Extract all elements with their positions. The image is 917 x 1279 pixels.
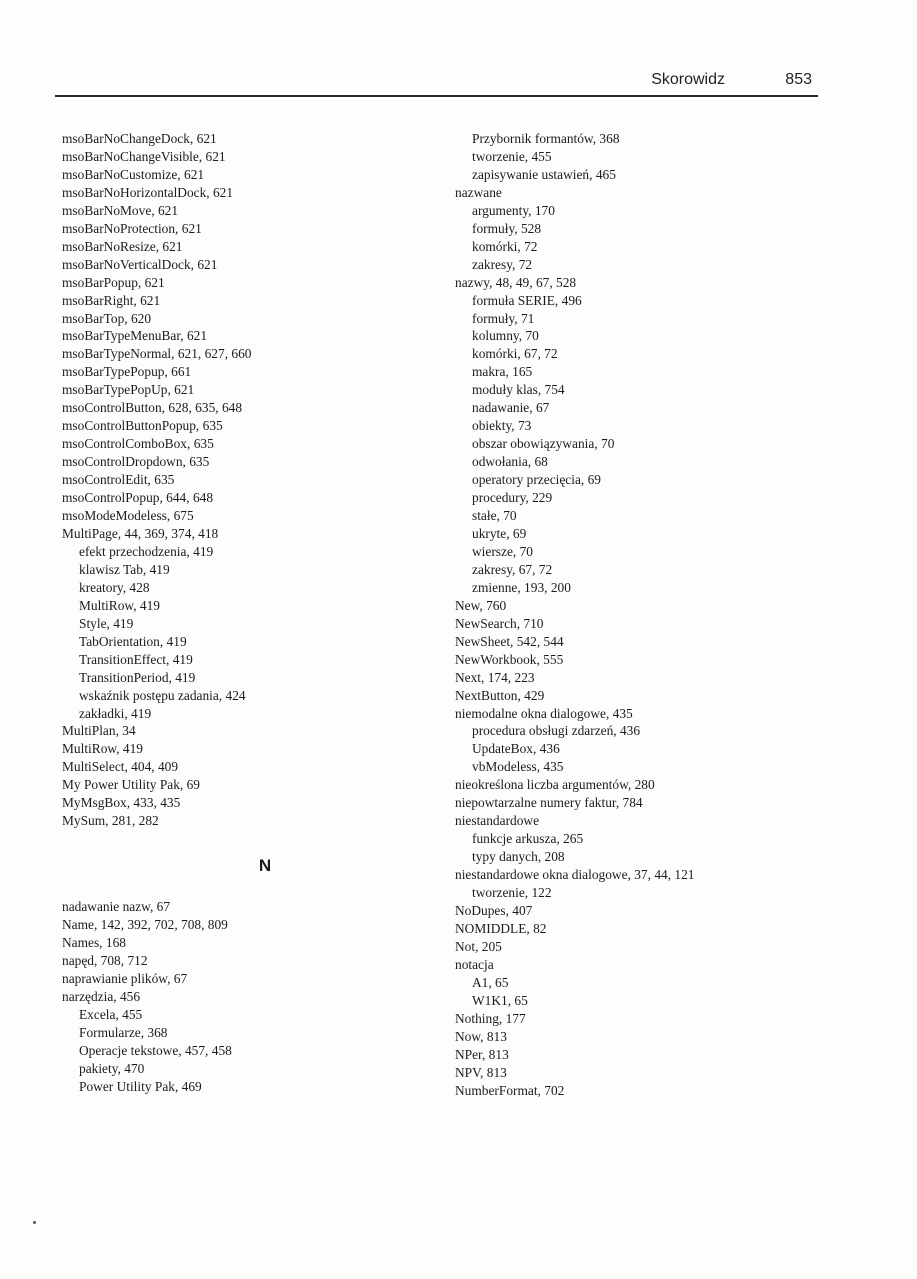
index-subentry: vbModeless, 435 bbox=[472, 759, 564, 775]
index-entries-n-continued bbox=[455, 130, 785, 1099]
index-entry: Not, 205 bbox=[455, 938, 502, 954]
index-entry: Name, 142, 392, 702, 708, 809 bbox=[62, 917, 228, 933]
index-subentry: argumenty, 170 bbox=[472, 202, 555, 218]
index-subentry: formuła SERIE, 496 bbox=[472, 292, 582, 308]
index-subentry: moduły klas, 754 bbox=[472, 382, 565, 398]
index-entry: msoBarNoVerticalDock, 621 bbox=[62, 256, 218, 272]
index-entry: NPer, 813 bbox=[455, 1046, 509, 1062]
index-entry: msoBarTypeNormal, 621, 627, 660 bbox=[62, 346, 252, 362]
index-subentry: zakresy, 67, 72 bbox=[472, 561, 553, 577]
index-entry: msoControlComboBox, 635 bbox=[62, 436, 214, 452]
index-subentry: stałe, 70 bbox=[472, 508, 517, 524]
index-subentry: procedury, 229 bbox=[472, 490, 553, 506]
index-entry: msoBarTypeMenuBar, 621 bbox=[62, 328, 208, 344]
index-entry: msoControlButton, 628, 635, 648 bbox=[62, 400, 243, 416]
index-entry: msoBarNoHorizontalDock, 621 bbox=[62, 184, 234, 200]
index-subentry: funkcje arkusza, 265 bbox=[472, 831, 584, 847]
index-entry: niestandardowe okna dialogowe, 37, 44, 121 bbox=[455, 867, 695, 883]
index-subentry: formuły, 71 bbox=[472, 310, 535, 326]
index-subentry: efekt przechodzenia, 419 bbox=[79, 543, 214, 559]
index-entry: NewWorkbook, 555 bbox=[455, 651, 564, 667]
index-entry: niepowtarzalne numery faktur, 784 bbox=[455, 795, 643, 811]
index-entry: MyMsgBox, 433, 435 bbox=[62, 795, 181, 811]
index-entries-m bbox=[62, 130, 422, 830]
index-entry: New, 760 bbox=[455, 597, 507, 613]
index-subentry: zakładki, 419 bbox=[79, 705, 152, 721]
index-subentry: TabOrientation, 419 bbox=[79, 633, 187, 649]
index-entry: msoModeModeless, 675 bbox=[62, 508, 194, 524]
index-entry: notacja bbox=[455, 956, 494, 972]
index-entry: msoBarPopup, 621 bbox=[62, 274, 165, 290]
index-entries-n bbox=[62, 898, 422, 1095]
index-entry: MySum, 281, 282 bbox=[62, 813, 159, 829]
index-subentry: makra, 165 bbox=[472, 364, 533, 380]
index-subentry: wskaźnik postępu zadania, 424 bbox=[79, 687, 246, 703]
index-entry: Now, 813 bbox=[455, 1028, 507, 1044]
index-subentry: zapisywanie ustawień, 465 bbox=[472, 166, 616, 182]
index-subentry: zakresy, 72 bbox=[472, 256, 533, 272]
index-entry: msoControlPopup, 644, 648 bbox=[62, 490, 214, 506]
index-entry: msoBarNoProtection, 621 bbox=[62, 220, 202, 236]
index-subentry: komórki, 67, 72 bbox=[472, 346, 558, 362]
index-entry: msoBarTypePopUp, 621 bbox=[62, 382, 195, 398]
index-entry: Next, 174, 223 bbox=[455, 669, 535, 685]
index-subentry: W1K1, 65 bbox=[472, 992, 528, 1008]
index-subentry: komórki, 72 bbox=[472, 238, 538, 254]
index-entry: msoBarNoChangeVisible, 621 bbox=[62, 148, 226, 164]
index-subentry: kreatory, 428 bbox=[79, 579, 150, 595]
index-subentry: odwołania, 68 bbox=[472, 454, 548, 470]
index-entry: narzędzia, 456 bbox=[62, 988, 141, 1004]
index-column-right bbox=[455, 130, 785, 1099]
index-entry: msoBarNoChangeDock, 621 bbox=[62, 131, 217, 146]
index-entry: nieokreślona liczba argumentów, 280 bbox=[455, 777, 655, 793]
index-subentry: Style, 419 bbox=[79, 615, 134, 631]
index-subentry: tworzenie, 122 bbox=[472, 885, 552, 901]
index-subentry: formuły, 528 bbox=[472, 220, 542, 236]
index-subentry: Przybornik formantów, 368 bbox=[472, 131, 620, 146]
index-subentry: tworzenie, 455 bbox=[472, 148, 552, 164]
index-entry: nazwy, 48, 49, 67, 528 bbox=[455, 274, 577, 290]
running-title: Skorowidz bbox=[651, 71, 725, 88]
index-entry: NewSearch, 710 bbox=[455, 615, 544, 631]
index-subentry: ukryte, 69 bbox=[472, 525, 527, 541]
index-subentry: nadawanie, 67 bbox=[472, 400, 550, 416]
index-subentry: kolumny, 70 bbox=[472, 328, 539, 344]
index-subentry: procedura obsługi zdarzeń, 436 bbox=[472, 723, 641, 739]
index-subentry: UpdateBox, 436 bbox=[472, 741, 560, 757]
index-entry: napęd, 708, 712 bbox=[62, 952, 148, 968]
index-subentry: Formularze, 368 bbox=[79, 1024, 168, 1040]
index-subentry: TransitionPeriod, 419 bbox=[79, 669, 196, 685]
index-subentry: Operacje tekstowe, 457, 458 bbox=[79, 1042, 232, 1058]
index-entry: naprawianie plików, 67 bbox=[62, 970, 188, 986]
page-number: 853 bbox=[785, 71, 812, 88]
index-entry: niestandardowe bbox=[455, 813, 540, 829]
index-subentry: typy danych, 208 bbox=[472, 849, 565, 865]
index-entry: MultiRow, 419 bbox=[62, 741, 143, 757]
index-subentry: Power Utility Pak, 469 bbox=[79, 1078, 202, 1094]
index-subentry: wiersze, 70 bbox=[472, 543, 533, 559]
index-entry: NOMIDDLE, 82 bbox=[455, 920, 547, 936]
index-subentry: Excela, 455 bbox=[79, 1006, 143, 1022]
index-entry: Names, 168 bbox=[62, 935, 126, 951]
index-entry: nazwane bbox=[455, 184, 502, 200]
index-entry: msoBarTop, 620 bbox=[62, 310, 152, 326]
index-subentry: operatory przecięcia, 69 bbox=[472, 472, 601, 488]
index-entry: msoControlEdit, 635 bbox=[62, 472, 175, 488]
index-entry: nadawanie nazw, 67 bbox=[62, 899, 171, 915]
index-entry: msoControlDropdown, 635 bbox=[62, 454, 210, 470]
index-entry: msoBarNoMove, 621 bbox=[62, 202, 179, 218]
index-entry: NextButton, 429 bbox=[455, 687, 545, 703]
index-subentry: TransitionEffect, 419 bbox=[79, 651, 193, 667]
header-divider bbox=[55, 95, 818, 97]
index-entry: msoBarNoCustomize, 621 bbox=[62, 166, 205, 182]
index-entry: NewSheet, 542, 544 bbox=[455, 633, 564, 649]
index-subentry: A1, 65 bbox=[472, 974, 509, 990]
index-entry: NoDupes, 407 bbox=[455, 902, 533, 918]
index-subentry: obszar obowiązywania, 70 bbox=[472, 436, 615, 452]
section-letter: N bbox=[258, 856, 272, 876]
index-subentry: MultiRow, 419 bbox=[79, 597, 160, 613]
index-column-left bbox=[62, 130, 422, 1096]
index-entry: MultiPage, 44, 369, 374, 418 bbox=[62, 525, 219, 541]
index-entry: msoBarRight, 621 bbox=[62, 292, 161, 308]
index-subentry: zmienne, 193, 200 bbox=[472, 579, 571, 595]
scan-speck bbox=[33, 1221, 36, 1224]
index-entry: MultiSelect, 404, 409 bbox=[62, 759, 179, 775]
index-entry: niemodalne okna dialogowe, 435 bbox=[455, 705, 633, 721]
index-entry: My Power Utility Pak, 69 bbox=[62, 777, 200, 793]
index-entry: msoBarNoResize, 621 bbox=[62, 238, 183, 254]
index-entry: msoControlButtonPopup, 635 bbox=[62, 418, 223, 434]
index-entry: MultiPlan, 34 bbox=[62, 723, 136, 739]
index-entry: Nothing, 177 bbox=[455, 1010, 526, 1026]
index-entry: msoBarTypePopup, 661 bbox=[62, 364, 192, 380]
index-entry: NumberFormat, 702 bbox=[455, 1082, 565, 1098]
index-entry: NPV, 813 bbox=[455, 1064, 507, 1080]
index-subentry: pakiety, 470 bbox=[79, 1060, 145, 1076]
index-subentry: klawisz Tab, 419 bbox=[79, 561, 170, 577]
index-subentry: obiekty, 73 bbox=[472, 418, 532, 434]
